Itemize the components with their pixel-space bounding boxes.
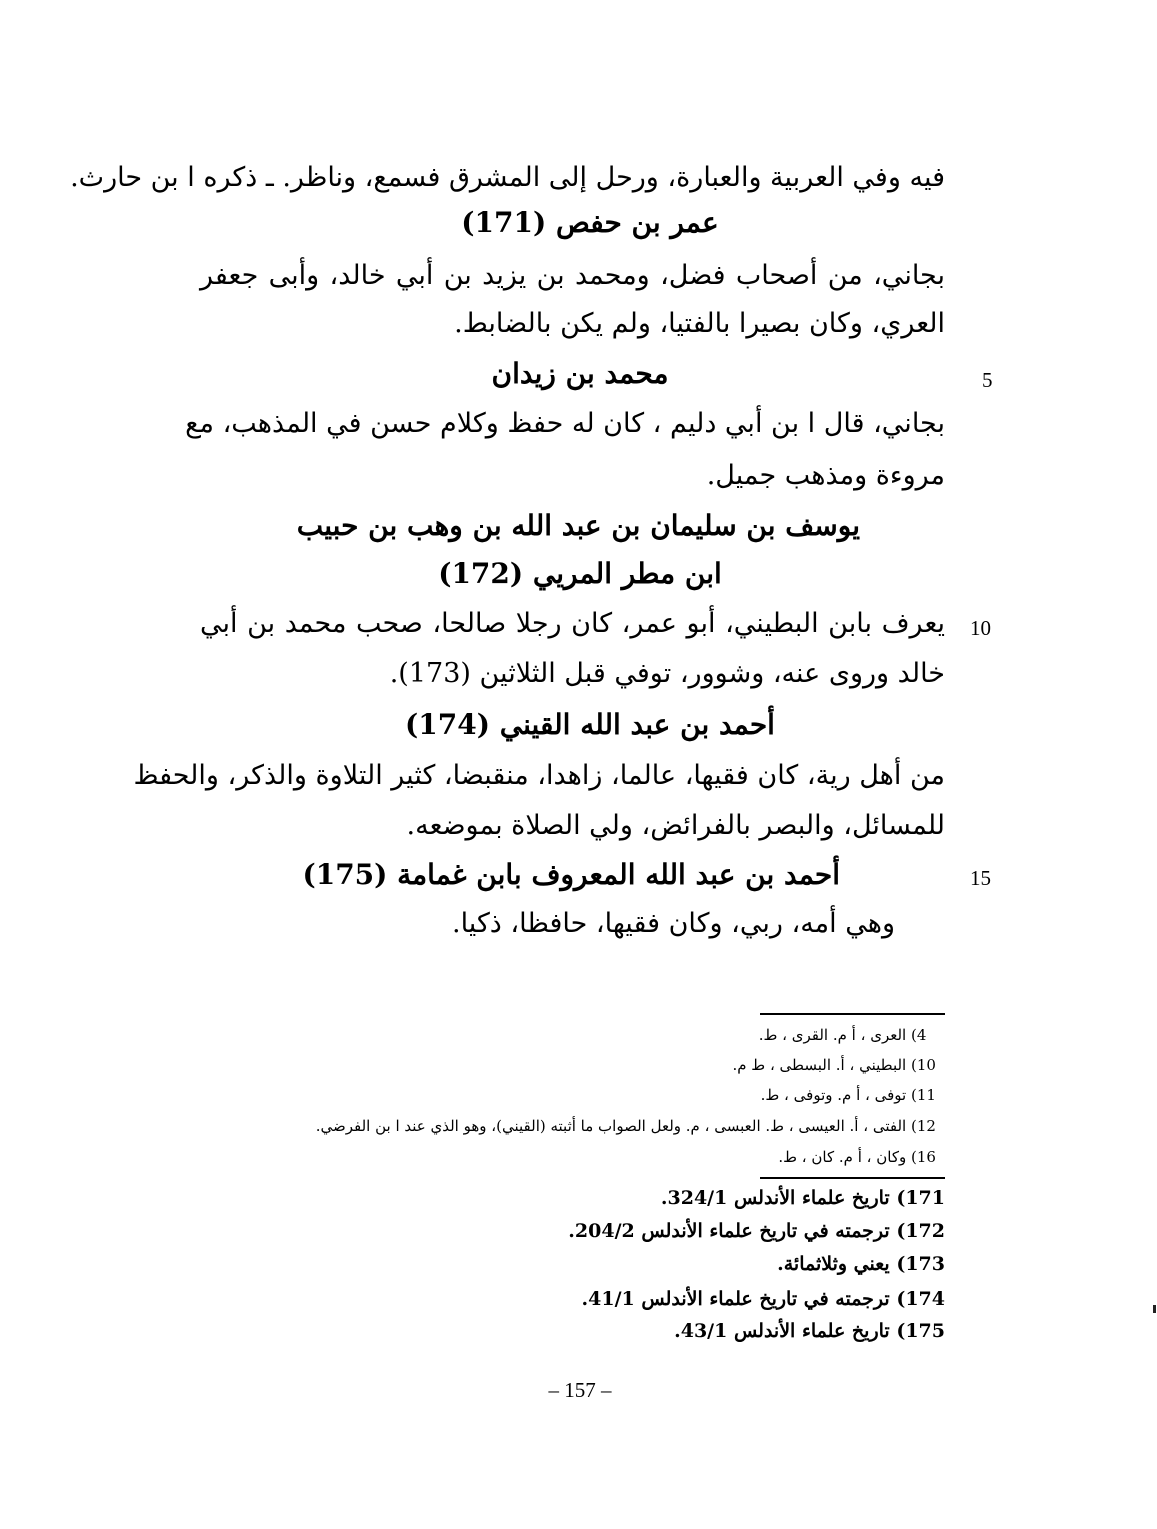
variant-note-text: الفتى ، أ. العيسى ، ط. العبسى ، م. ولعل الصواب ما أثبته (القيني)، وهو الذي عند ا بن الفرضي. [315, 1117, 907, 1135]
footnote-text: تاريخ علماء الأندلس 324/1. [660, 1187, 890, 1209]
variant-note-text: توفى ، أ م. وتوفى ، ط. [760, 1086, 907, 1104]
line-number-15: 15 [970, 866, 991, 890]
text-line-1: فيه وفي العربية والعبارة، ورحل إلى المشرق فسمع، وناظر. ـ ذكره ا بن حارث. [70, 162, 945, 193]
variant-note [732, 1055, 945, 1075]
footnote [661, 1185, 945, 1211]
footnote-text: ترجمته في تاريخ علماء الأندلس 41/1. [581, 1288, 890, 1310]
footnote-number: 174) [896, 1288, 945, 1310]
variant-note-number: 4) [911, 1026, 927, 1044]
variant-note-text: وكان ، أ م. كان ، ط. [778, 1148, 907, 1166]
footnote [777, 1251, 945, 1277]
text-line-8: من أهل رية، كان فقيها، عالما، زاهدا، منقبضا، كثير التلاوة والذكر، والحفظ [133, 760, 945, 791]
text-line-9: للمسائل، والبصر بالفرائض، ولي الصلاة بموضعه. [406, 810, 945, 841]
variant-note-text: البطيني ، أ. البسطى ، ط م. [732, 1056, 907, 1074]
variant-note-number: 11) [911, 1086, 936, 1104]
entry-heading-ibn-matar: ابن مطر المريي (172) [438, 557, 722, 590]
footnote [674, 1318, 945, 1344]
text-line-6: يعرف بابن البطيني، أبو عمر، كان رجلا صالحا، صحب محمد بن أبي [200, 608, 945, 639]
footnote-number: 173) [896, 1253, 945, 1275]
apparatus-rule [760, 1013, 945, 1015]
footnote-number: 172) [896, 1220, 945, 1242]
footnote-number: 175) [896, 1320, 945, 1342]
footnote-text: ترجمته في تاريخ علماء الأندلس 204/2. [568, 1220, 890, 1242]
variant-note [316, 1116, 945, 1136]
footnotes-rule [760, 1177, 945, 1179]
line-number-10: 10 [970, 616, 991, 640]
variant-note-number: 16) [911, 1148, 936, 1166]
footnote [582, 1286, 945, 1312]
variant-note-number: 10) [911, 1056, 936, 1074]
footnote-text: تاريخ علماء الأندلس 43/1. [674, 1320, 890, 1342]
variant-note-text: العرى ، أ م. القرى ، ط. [758, 1026, 907, 1044]
page-number: – 157 – [548, 1378, 612, 1402]
text-line-7: خالد وروى عنه، وشوور، توفي قبل الثلاثين (173). [389, 658, 945, 689]
text-line-5: مروءة ومذهب جميل. [706, 460, 945, 491]
footnote-number: 171) [896, 1187, 945, 1209]
footnote [568, 1218, 945, 1244]
variant-note [759, 1025, 945, 1045]
text-line-10: وهي أمه، ربي، وكان فقيها، حافظا، ذكيا. [452, 908, 895, 939]
entry-heading-ahmad-al-qayni: أحمد بن عبد الله القيني (174) [405, 708, 775, 741]
variant-note-number: 12) [911, 1117, 936, 1135]
variant-note [761, 1085, 945, 1105]
variant-note [778, 1147, 945, 1167]
scan-speck [1153, 1305, 1156, 1313]
entry-heading-ahmad-ibn-ghamama: أحمد بن عبد الله المعروف بابن غمامة (175) [302, 858, 840, 891]
text-line-3: العري، وكان بصيرا بالفتيا، ولم يكن بالضابط. [454, 308, 945, 339]
line-number-5: 5 [982, 368, 993, 392]
entry-heading-omar-ibn-hafs: عمر بن حفص (171) [461, 206, 719, 239]
footnote-text: يعني وثلاثمائة. [777, 1253, 890, 1275]
text-line-4: بجاني، قال ا بن أبي دليم ، كان له حفظ وكلام حسن في المذهب، مع [185, 408, 945, 439]
entry-heading-yusuf-ibn-sulayman: يوسف بن سليمان بن عبد الله بن وهب بن حبيب [296, 509, 860, 542]
text-line-2: بجاني، من أصحاب فضل، ومحمد بن يزيد بن أبي خالد، وأبى جعفر [200, 260, 945, 291]
entry-heading-muhammad-ibn-zaydan: محمد بن زيدان [491, 357, 669, 390]
